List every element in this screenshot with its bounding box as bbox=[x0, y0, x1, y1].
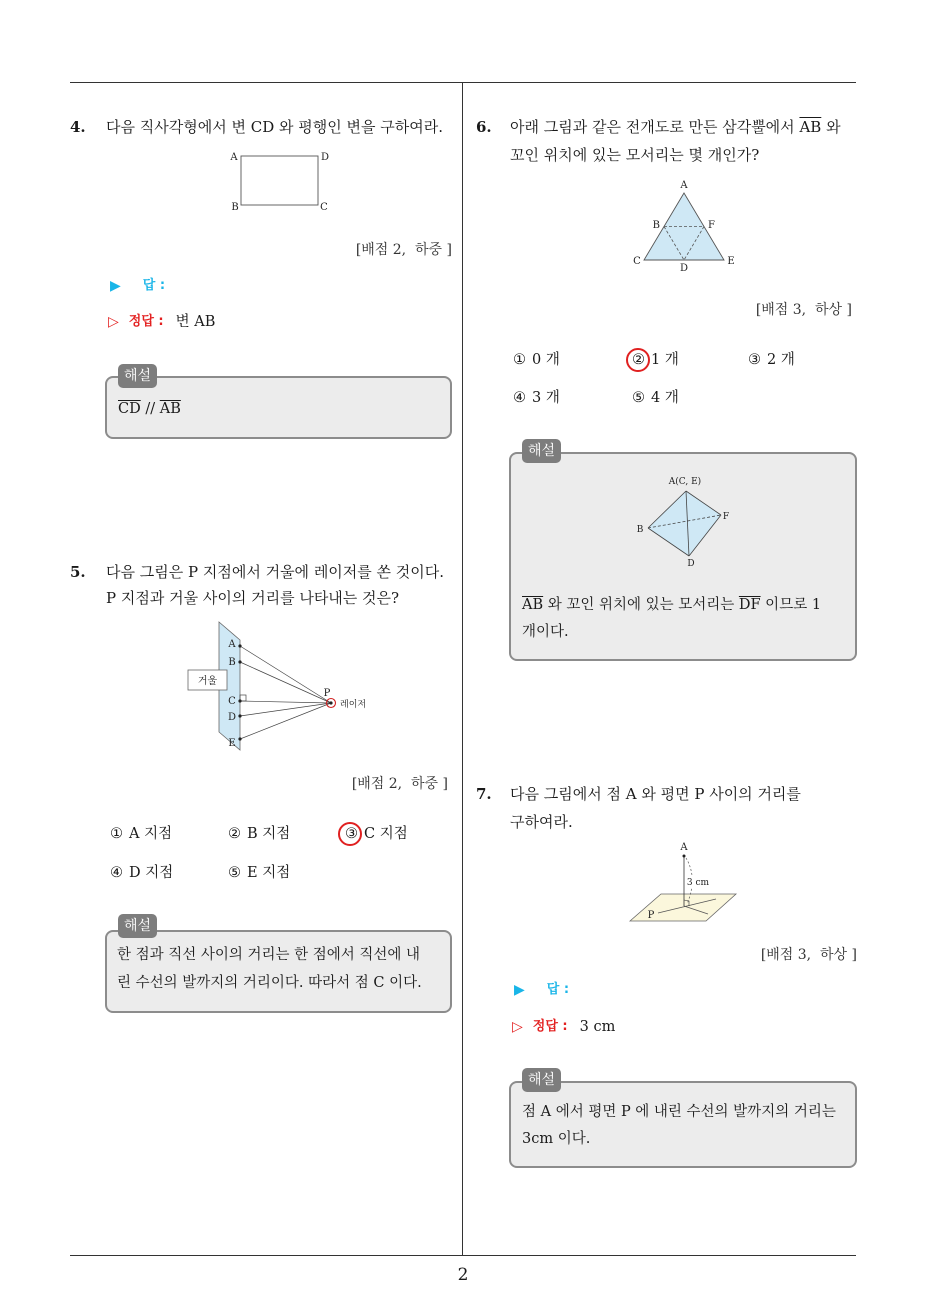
correct-answer-row bbox=[512, 1017, 615, 1037]
choice-text: 1 개 bbox=[651, 352, 679, 368]
choice-mark: ③ bbox=[345, 826, 358, 842]
label-c: C bbox=[633, 256, 641, 267]
explanation-text-line-1: 점 A 에서 평면 P 에 내린 수선의 발까지의 거리는 bbox=[522, 1104, 836, 1120]
correct-answer-label: 정답 : bbox=[128, 314, 164, 329]
selected-choice-circle bbox=[626, 348, 650, 372]
question-number: 5. bbox=[70, 563, 86, 581]
choice-text: 0 개 bbox=[532, 352, 560, 368]
label-apex: A(C, E) bbox=[668, 477, 702, 487]
answer-label: 답 : bbox=[142, 278, 166, 293]
question-number: 7. bbox=[476, 785, 492, 803]
point-a bbox=[683, 855, 686, 858]
question-text-line-1: 다음 그림에서 점 A 와 평면 P 사이의 거리를 bbox=[510, 785, 801, 803]
explanation-text-line-2: 개이다. bbox=[522, 624, 569, 640]
segment-df: $\overline{DF}$ bbox=[738, 597, 761, 613]
label-e: E bbox=[727, 256, 735, 267]
question-text-before: 아래 그림과 같은 전개도로 만든 삼각뿔에서 bbox=[510, 118, 800, 136]
choice-mark: ③ bbox=[748, 352, 761, 368]
laser-line-b bbox=[240, 662, 331, 703]
choice-4 bbox=[110, 863, 173, 883]
correct-triangle-icon: ▷ bbox=[108, 314, 119, 330]
explanation-tab: 해설 bbox=[118, 364, 157, 388]
vertex-label-b: B bbox=[231, 202, 239, 213]
explanation-box bbox=[105, 930, 452, 1013]
point-b bbox=[238, 660, 241, 663]
answer-label: 답 : bbox=[546, 982, 570, 997]
choice-text: 3 개 bbox=[532, 390, 560, 406]
choice-1 bbox=[513, 350, 560, 370]
choice-mark: ② bbox=[632, 352, 645, 368]
choice-mark: ④ bbox=[110, 865, 123, 881]
choice-text: 4 개 bbox=[651, 390, 679, 406]
plane-p bbox=[630, 894, 736, 921]
explanation-text-line-2: 린 수선의 발까지의 거리이다. 따라서 점 C 이다. bbox=[117, 975, 422, 991]
point-p bbox=[329, 701, 332, 704]
laser-line-c bbox=[240, 701, 331, 703]
explanation-tab: 해설 bbox=[118, 914, 157, 938]
label-c: C bbox=[228, 696, 236, 707]
point-c bbox=[238, 699, 241, 702]
choice-text: A 지점 bbox=[129, 826, 173, 842]
choice-5 bbox=[632, 388, 679, 408]
explanation-text-line-1: 한 점과 직선 사이의 거리는 한 점에서 직선에 내 bbox=[117, 947, 421, 963]
correct-answer-row bbox=[108, 312, 215, 332]
label-f: F bbox=[708, 220, 715, 231]
segment-ab: $\overline{AB}$ bbox=[159, 401, 181, 417]
mirror-laser-figure bbox=[180, 615, 380, 755]
label-d: D bbox=[227, 712, 237, 723]
label-e: E bbox=[228, 738, 236, 749]
choice-mark: ④ bbox=[513, 390, 526, 406]
explanation-text-line-1 bbox=[522, 595, 821, 615]
segment-ab: $\overline{AB}$ bbox=[522, 597, 544, 613]
label-f: F bbox=[722, 512, 730, 522]
explanation-tab: 해설 bbox=[522, 439, 561, 463]
question-text: 다음 직사각형에서 변 CD 와 평행인 변을 구하여라. bbox=[106, 118, 443, 136]
rectangle-shape bbox=[241, 156, 318, 205]
vertex-label-a: A bbox=[230, 152, 238, 163]
explanation-tab: 해설 bbox=[522, 1068, 561, 1092]
question-text-line-2: 꼬인 위치에 있는 모서리는 몇 개인가? bbox=[510, 146, 760, 164]
answer-row bbox=[514, 980, 569, 1000]
choice-3 bbox=[748, 350, 795, 370]
choice-2 bbox=[228, 824, 290, 844]
question-text-line-1 bbox=[510, 117, 841, 137]
point-a bbox=[238, 644, 241, 647]
distance-label: 3 cm bbox=[686, 878, 710, 888]
correct-triangle-icon: ▷ bbox=[512, 1019, 523, 1035]
label-a: A bbox=[680, 180, 688, 191]
question-text-line-1: 다음 그림은 P 지점에서 거울에 레이저를 쏜 것이다. bbox=[106, 563, 445, 581]
laser-label: 레이저 bbox=[340, 700, 367, 710]
choice-text: D 지점 bbox=[129, 865, 174, 881]
segment-cd: $\overline{CD}$ bbox=[118, 401, 141, 417]
choice-mark: ① bbox=[513, 352, 526, 368]
explanation-text-mid: 와 꼬인 위치에 있는 모서리는 bbox=[543, 597, 739, 613]
question-number: 4. bbox=[70, 118, 86, 136]
choice-mark: ⑤ bbox=[228, 865, 241, 881]
point-d bbox=[238, 714, 241, 717]
label-b: B bbox=[636, 525, 644, 535]
answer-triangle-icon: ▶ bbox=[110, 278, 121, 294]
vertex-label-c: C bbox=[320, 202, 328, 213]
label-b: B bbox=[652, 220, 660, 231]
label-b: B bbox=[228, 657, 236, 668]
answer-row bbox=[110, 276, 165, 296]
label-a: A bbox=[228, 639, 236, 650]
label-p: P bbox=[647, 910, 655, 921]
choice-text: B 지점 bbox=[247, 826, 291, 842]
choice-mark: ② bbox=[228, 826, 241, 842]
parallel-sign: // bbox=[140, 401, 160, 417]
correct-answer-value: 3 cm bbox=[579, 1019, 616, 1035]
mirror-label: 거울 bbox=[197, 676, 218, 687]
question-text-line-2: 구하여라. bbox=[510, 813, 573, 831]
label-d: D bbox=[687, 559, 695, 568]
tetrahedron-figure bbox=[630, 472, 740, 568]
choice-mark: ⑤ bbox=[632, 390, 645, 406]
score-info: [배점 3, 하상 ] bbox=[755, 302, 852, 318]
laser-line-a bbox=[240, 646, 331, 703]
question-text-line-2: P 지점과 거울 사이의 거리를 나타내는 것은? bbox=[106, 589, 400, 607]
explanation-text bbox=[118, 399, 181, 419]
laser-line-e bbox=[240, 703, 331, 739]
explanation-text-after: 이므로 1 bbox=[760, 597, 822, 613]
choice-mark: ① bbox=[110, 826, 123, 842]
label-d: D bbox=[679, 263, 689, 274]
question-text-after: 와 bbox=[821, 118, 841, 136]
answer-triangle-icon: ▶ bbox=[514, 982, 525, 998]
choice-text: 2 개 bbox=[767, 352, 795, 368]
bottom-rule bbox=[70, 1255, 856, 1256]
segment-ab: $\overline{AB}$ bbox=[799, 118, 822, 136]
choice-1 bbox=[110, 824, 172, 844]
column-divider bbox=[462, 82, 463, 1256]
label-a: A bbox=[680, 842, 688, 853]
choice-5 bbox=[228, 863, 290, 883]
vertex-label-d: D bbox=[320, 152, 330, 163]
score-info: [배점 2, 하중 ] bbox=[351, 776, 448, 792]
score-info: [배점 2, 하중 ] bbox=[355, 242, 452, 258]
explanation-text-line-2: 3cm 이다. bbox=[522, 1131, 591, 1147]
point-e bbox=[238, 737, 241, 740]
correct-answer-label: 정답 : bbox=[532, 1019, 568, 1034]
choice-4 bbox=[513, 388, 560, 408]
rectangle-figure bbox=[225, 145, 335, 215]
choice-text: C 지점 bbox=[364, 826, 408, 842]
question-number: 6. bbox=[476, 118, 492, 136]
choice-text: E 지점 bbox=[247, 865, 291, 881]
net-triangle-figure bbox=[625, 175, 745, 275]
explanation-box bbox=[509, 1081, 857, 1168]
point-plane-figure bbox=[620, 838, 745, 928]
score-info: [배점 3, 하상 ] bbox=[760, 947, 857, 963]
tetrahedron-faces bbox=[648, 491, 721, 556]
page-number: 2 bbox=[457, 1265, 469, 1285]
correct-answer-value: 변 AB bbox=[175, 314, 216, 330]
selected-choice-circle bbox=[338, 822, 362, 846]
laser-line-d bbox=[240, 703, 331, 716]
laser-lines bbox=[240, 646, 331, 739]
label-p: P bbox=[323, 688, 331, 699]
top-rule bbox=[70, 82, 856, 83]
